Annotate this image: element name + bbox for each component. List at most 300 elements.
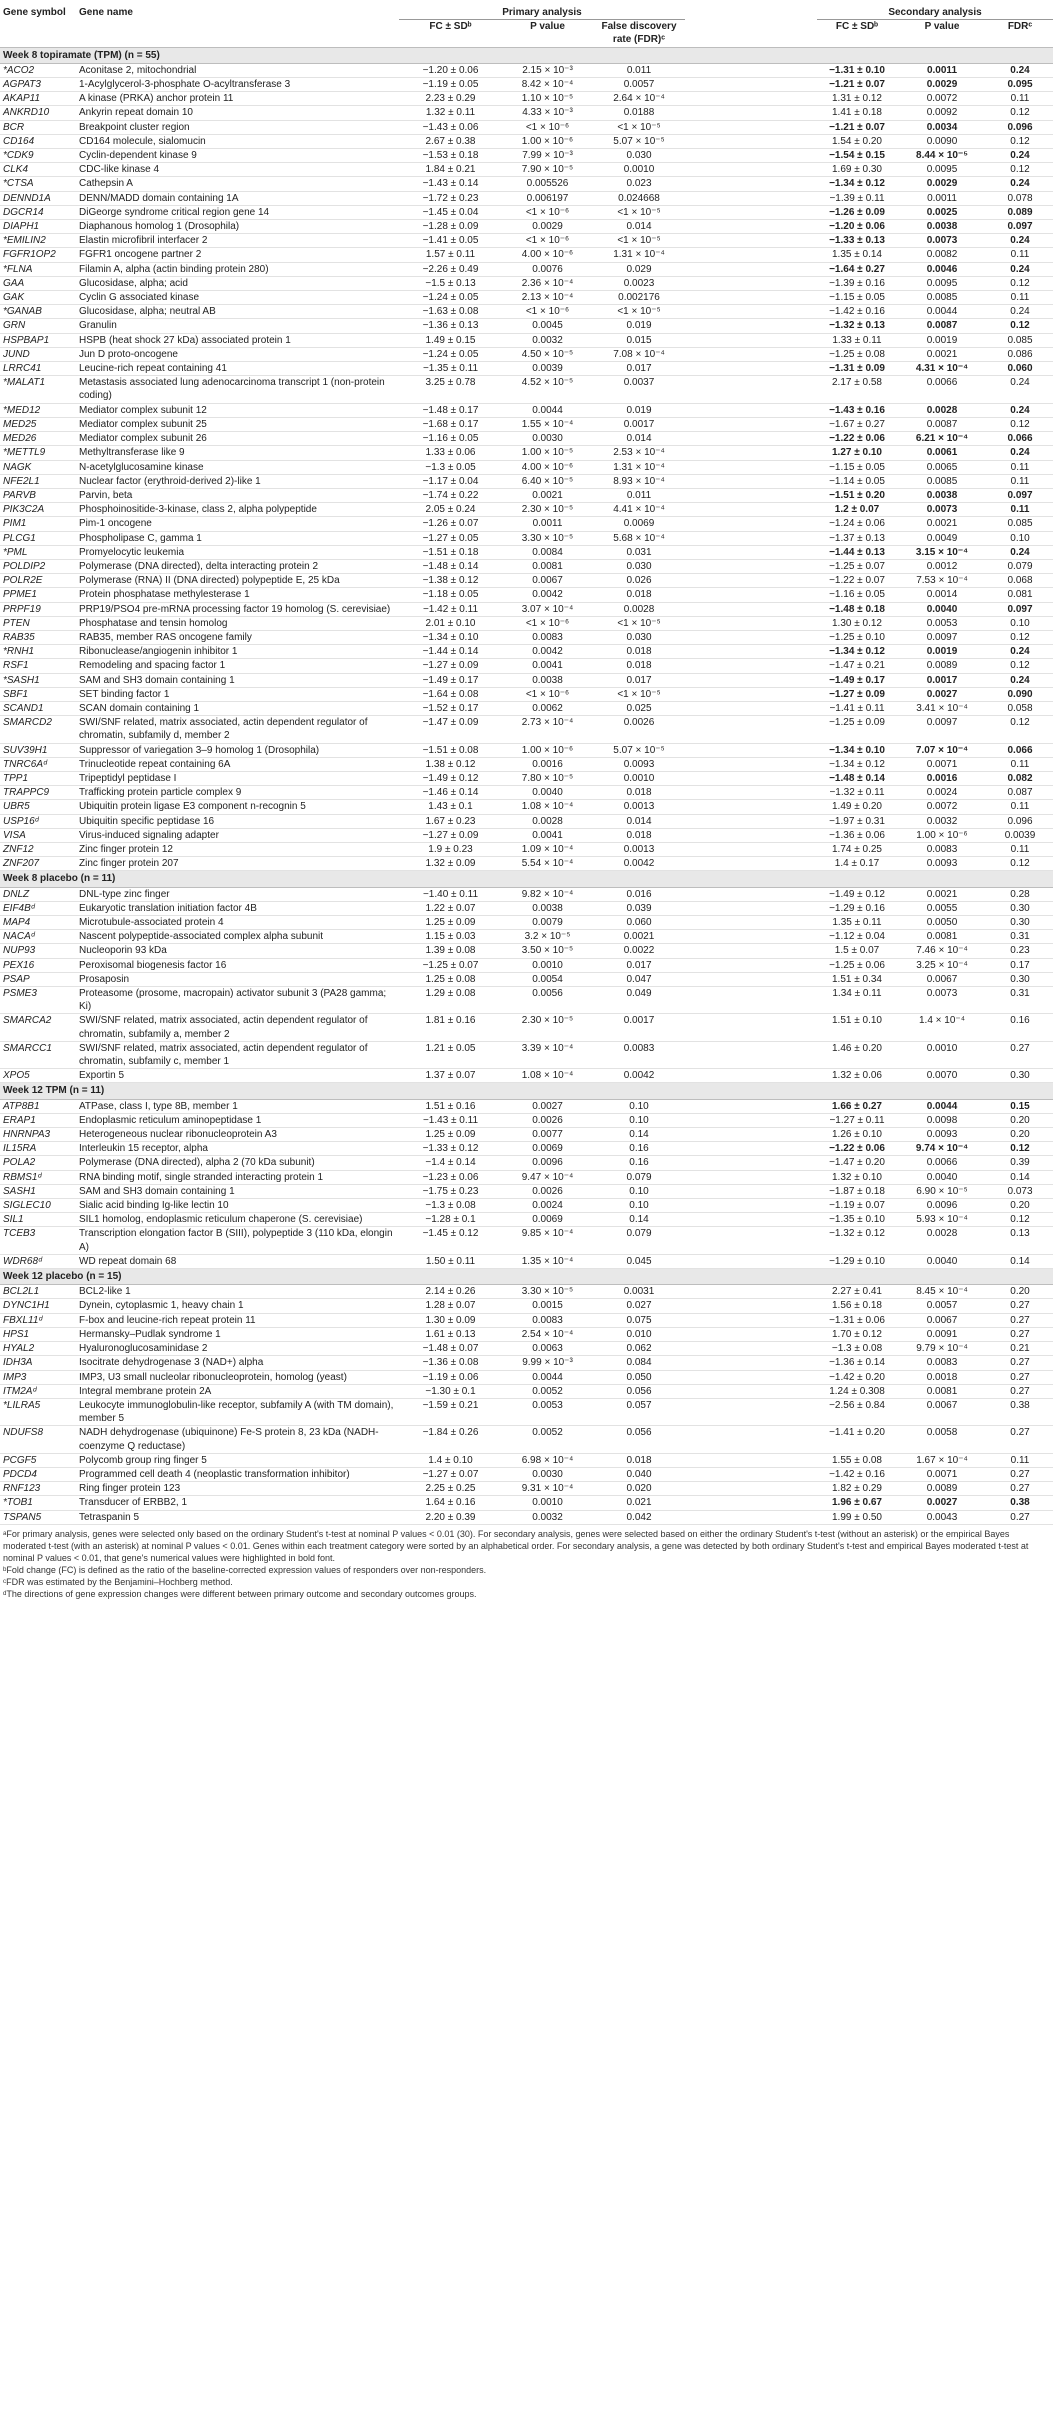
cell-secondary-fdr: 0.24 bbox=[987, 446, 1053, 460]
table-row bbox=[0, 1199, 1053, 1213]
cell-primary-fc: −1.19 ± 0.05 bbox=[399, 78, 502, 92]
cell-secondary-p: 0.0097 bbox=[897, 630, 987, 644]
cell-secondary-fdr: 0.11 bbox=[987, 1453, 1053, 1467]
cell-primary-fc: −1.27 ± 0.09 bbox=[399, 659, 502, 673]
cell-gene-symbol: FBXL11ᵈ bbox=[0, 1313, 76, 1327]
cell-primary-p: 3.39 × 10⁻⁴ bbox=[502, 1041, 593, 1068]
cell-primary-p: 0.0040 bbox=[502, 786, 593, 800]
cell-gene-name: SWI/SNF related, matrix associated, actin dependent regulator of chromatin, subfamily a, member 2 bbox=[76, 1014, 399, 1041]
cell-primary-fc: 2.14 ± 0.26 bbox=[399, 1285, 502, 1299]
spacer bbox=[685, 432, 817, 446]
cell-gene-name: RNA binding motif, single stranded interacting protein 1 bbox=[76, 1170, 399, 1184]
cell-secondary-fdr: 0.078 bbox=[987, 191, 1053, 205]
table-row bbox=[0, 1370, 1053, 1384]
cell-primary-fc: −1.68 ± 0.17 bbox=[399, 417, 502, 431]
cell-gene-name: Zinc finger protein 207 bbox=[76, 857, 399, 871]
cell-gene-symbol: *MALAT1 bbox=[0, 376, 76, 403]
cell-secondary-p: 0.0097 bbox=[897, 716, 987, 743]
cell-primary-fdr: 7.08 × 10⁻⁴ bbox=[593, 347, 685, 361]
spacer bbox=[685, 1069, 817, 1083]
header-gene-symbol: Gene symbol bbox=[3, 7, 66, 18]
cell-secondary-p: 0.0073 bbox=[897, 234, 987, 248]
cell-primary-fc: −1.45 ± 0.04 bbox=[399, 205, 502, 219]
cell-gene-symbol: MED26 bbox=[0, 432, 76, 446]
section-header bbox=[0, 1083, 1053, 1099]
cell-secondary-fc: 1.74 ± 0.25 bbox=[817, 842, 897, 856]
cell-primary-p: 0.0039 bbox=[502, 362, 593, 376]
cell-secondary-fdr: 0.11 bbox=[987, 503, 1053, 517]
cell-gene-name: Aconitase 2, mitochondrial bbox=[76, 63, 399, 77]
table-row bbox=[0, 1285, 1053, 1299]
cell-secondary-fc: 1.51 ± 0.10 bbox=[817, 1014, 897, 1041]
cell-gene-symbol: SMARCC1 bbox=[0, 1041, 76, 1068]
table-row bbox=[0, 262, 1053, 276]
cell-gene-name: Nucleoporin 93 kDa bbox=[76, 944, 399, 958]
cell-primary-p: 0.0052 bbox=[502, 1384, 593, 1398]
cell-secondary-fdr: 0.11 bbox=[987, 460, 1053, 474]
table-row bbox=[0, 887, 1053, 901]
cell-primary-fc: −1.84 ± 0.26 bbox=[399, 1426, 502, 1453]
table-row bbox=[0, 1384, 1053, 1398]
cell-primary-p: 0.0032 bbox=[502, 333, 593, 347]
cell-secondary-fc: −1.31 ± 0.10 bbox=[817, 63, 897, 77]
spacer bbox=[685, 191, 817, 205]
cell-gene-name: Ubiquitin specific peptidase 16 bbox=[76, 814, 399, 828]
cell-primary-p: 3.2 × 10⁻⁵ bbox=[502, 930, 593, 944]
table-row bbox=[0, 901, 1053, 915]
spacer bbox=[685, 757, 817, 771]
cell-primary-p: 0.0010 bbox=[502, 1496, 593, 1510]
spacer bbox=[685, 376, 817, 403]
cell-primary-p: 0.0011 bbox=[502, 517, 593, 531]
spacer bbox=[685, 488, 817, 502]
cell-primary-p: 1.09 × 10⁻⁴ bbox=[502, 842, 593, 856]
cell-gene-name: Hyaluronoglucosaminidase 2 bbox=[76, 1342, 399, 1356]
cell-primary-p: 6.98 × 10⁻⁴ bbox=[502, 1453, 593, 1467]
header-primary-analysis: Primary analysis bbox=[399, 4, 685, 20]
table-row bbox=[0, 333, 1053, 347]
table-row bbox=[0, 106, 1053, 120]
cell-primary-fc: −1.51 ± 0.18 bbox=[399, 545, 502, 559]
cell-gene-name: Interleukin 15 receptor, alpha bbox=[76, 1142, 399, 1156]
cell-primary-p: 0.0069 bbox=[502, 1213, 593, 1227]
cell-gene-name: Integral membrane protein 2A bbox=[76, 1384, 399, 1398]
spacer bbox=[685, 1113, 817, 1127]
cell-primary-fc: −1.41 ± 0.05 bbox=[399, 234, 502, 248]
cell-primary-p: 1.00 × 10⁻⁶ bbox=[502, 743, 593, 757]
cell-secondary-fc: −1.25 ± 0.10 bbox=[817, 630, 897, 644]
cell-secondary-p: 0.0040 bbox=[897, 602, 987, 616]
cell-secondary-fc: −1.49 ± 0.12 bbox=[817, 887, 897, 901]
cell-secondary-p: 0.0096 bbox=[897, 1199, 987, 1213]
header-secondary-analysis: Secondary analysis bbox=[817, 4, 1053, 20]
table-row bbox=[0, 1426, 1053, 1453]
header-secondary-fdr: FDRᶜ bbox=[1007, 21, 1033, 33]
cell-gene-symbol: RAB35 bbox=[0, 630, 76, 644]
cell-gene-symbol: NACAᵈ bbox=[0, 930, 76, 944]
cell-secondary-fc: −1.29 ± 0.10 bbox=[817, 1254, 897, 1268]
cell-gene-symbol: *TOB1 bbox=[0, 1496, 76, 1510]
cell-primary-fc: −1.47 ± 0.09 bbox=[399, 716, 502, 743]
spacer bbox=[685, 857, 817, 871]
cell-secondary-fdr: 0.11 bbox=[987, 474, 1053, 488]
section-title: Week 12 placebo (n = 15) bbox=[0, 1269, 1053, 1285]
cell-primary-fdr: 0.10 bbox=[593, 1099, 685, 1113]
cell-secondary-p: 0.0081 bbox=[897, 930, 987, 944]
cell-secondary-p: 0.0095 bbox=[897, 163, 987, 177]
cell-secondary-fdr: 0.082 bbox=[987, 771, 1053, 785]
cell-primary-fdr: 0.075 bbox=[593, 1313, 685, 1327]
cell-primary-fc: −1.49 ± 0.17 bbox=[399, 673, 502, 687]
cell-secondary-p: 0.0011 bbox=[897, 191, 987, 205]
table-row bbox=[0, 191, 1053, 205]
table-row bbox=[0, 1041, 1053, 1068]
cell-primary-p: 1.00 × 10⁻⁵ bbox=[502, 446, 593, 460]
cell-secondary-fdr: 0.20 bbox=[987, 1285, 1053, 1299]
cell-primary-p: 9.82 × 10⁻⁴ bbox=[502, 887, 593, 901]
cell-secondary-fdr: 0.27 bbox=[987, 1370, 1053, 1384]
cell-primary-fc: 1.64 ± 0.16 bbox=[399, 1496, 502, 1510]
cell-secondary-fdr: 0.0039 bbox=[987, 828, 1053, 842]
cell-secondary-fdr: 0.089 bbox=[987, 205, 1053, 219]
cell-gene-name: Phosphatase and tensin homolog bbox=[76, 616, 399, 630]
cell-primary-fdr: 0.018 bbox=[593, 828, 685, 842]
cell-primary-fdr: <1 × 10⁻⁵ bbox=[593, 234, 685, 248]
cell-gene-symbol: TCEB3 bbox=[0, 1227, 76, 1254]
table-row bbox=[0, 743, 1053, 757]
cell-secondary-p: 0.0073 bbox=[897, 503, 987, 517]
table-row bbox=[0, 545, 1053, 559]
cell-primary-fc: −1.35 ± 0.11 bbox=[399, 362, 502, 376]
cell-gene-symbol: GRN bbox=[0, 319, 76, 333]
cell-secondary-fdr: 0.24 bbox=[987, 305, 1053, 319]
table-row bbox=[0, 319, 1053, 333]
cell-gene-name: SAM and SH3 domain containing 1 bbox=[76, 673, 399, 687]
cell-primary-p: 3.30 × 10⁻⁵ bbox=[502, 531, 593, 545]
cell-secondary-fc: −1.34 ± 0.10 bbox=[817, 743, 897, 757]
cell-gene-name: Eukaryotic translation initiation factor 4B bbox=[76, 901, 399, 915]
cell-secondary-p: 0.0038 bbox=[897, 220, 987, 234]
cell-secondary-p: 0.0071 bbox=[897, 757, 987, 771]
cell-secondary-p: 0.0083 bbox=[897, 1356, 987, 1370]
cell-primary-fc: −1.49 ± 0.12 bbox=[399, 771, 502, 785]
cell-secondary-p: 9.79 × 10⁻⁴ bbox=[897, 1342, 987, 1356]
table-row bbox=[0, 1482, 1053, 1496]
cell-primary-fc: −1.36 ± 0.13 bbox=[399, 319, 502, 333]
table-row bbox=[0, 220, 1053, 234]
spacer bbox=[685, 1342, 817, 1356]
cell-gene-symbol: AKAP11 bbox=[0, 92, 76, 106]
cell-secondary-fc: −1.44 ± 0.13 bbox=[817, 545, 897, 559]
cell-primary-fc: −2.26 ± 0.49 bbox=[399, 262, 502, 276]
table-row bbox=[0, 588, 1053, 602]
cell-secondary-fc: −1.39 ± 0.11 bbox=[817, 191, 897, 205]
cell-primary-fdr: <1 × 10⁻⁵ bbox=[593, 687, 685, 701]
cell-gene-symbol: EIF4Bᵈ bbox=[0, 901, 76, 915]
cell-primary-fc: −1.27 ± 0.05 bbox=[399, 531, 502, 545]
cell-secondary-p: 0.0065 bbox=[897, 460, 987, 474]
cell-primary-fdr: 0.029 bbox=[593, 262, 685, 276]
spacer bbox=[685, 987, 817, 1014]
cell-secondary-p: 0.0029 bbox=[897, 177, 987, 191]
spacer bbox=[685, 1156, 817, 1170]
table-row bbox=[0, 1356, 1053, 1370]
cell-primary-fc: −1.3 ± 0.05 bbox=[399, 460, 502, 474]
cell-primary-fdr: 0.018 bbox=[593, 1453, 685, 1467]
cell-gene-name: Trinucleotide repeat containing 6A bbox=[76, 757, 399, 771]
cell-gene-name: F-box and leucine-rich repeat protein 11 bbox=[76, 1313, 399, 1327]
cell-primary-fdr: 0.056 bbox=[593, 1384, 685, 1398]
cell-primary-fdr: 0.019 bbox=[593, 403, 685, 417]
cell-secondary-p: 0.0058 bbox=[897, 1426, 987, 1453]
cell-primary-fdr: 0.0037 bbox=[593, 376, 685, 403]
cell-secondary-fdr: 0.24 bbox=[987, 234, 1053, 248]
spacer bbox=[685, 701, 817, 715]
cell-secondary-fc: −1.39 ± 0.16 bbox=[817, 276, 897, 290]
cell-secondary-fdr: 0.085 bbox=[987, 517, 1053, 531]
cell-secondary-fc: 1.51 ± 0.34 bbox=[817, 972, 897, 986]
cell-primary-fdr: 0.062 bbox=[593, 1342, 685, 1356]
table-row bbox=[0, 559, 1053, 573]
cell-secondary-p: 8.44 × 10⁻⁵ bbox=[897, 149, 987, 163]
cell-secondary-p: 0.0053 bbox=[897, 616, 987, 630]
cell-secondary-fc: −1.34 ± 0.12 bbox=[817, 757, 897, 771]
cell-gene-symbol: TPP1 bbox=[0, 771, 76, 785]
cell-secondary-fc: −1.12 ± 0.04 bbox=[817, 930, 897, 944]
cell-primary-fdr: 0.0010 bbox=[593, 163, 685, 177]
cell-secondary-fdr: 0.24 bbox=[987, 403, 1053, 417]
table-row bbox=[0, 659, 1053, 673]
cell-gene-symbol: SIGLEC10 bbox=[0, 1199, 76, 1213]
cell-primary-fc: −1.27 ± 0.07 bbox=[399, 1467, 502, 1481]
gene-table bbox=[0, 4, 1053, 1525]
cell-secondary-fdr: 0.12 bbox=[987, 134, 1053, 148]
cell-gene-name: Microtubule-associated protein 4 bbox=[76, 916, 399, 930]
spacer bbox=[685, 1227, 817, 1254]
table-row bbox=[0, 403, 1053, 417]
table-row bbox=[0, 574, 1053, 588]
cell-secondary-fc: 1.49 ± 0.20 bbox=[817, 800, 897, 814]
cell-secondary-fdr: 0.079 bbox=[987, 559, 1053, 573]
cell-primary-p: 3.07 × 10⁻⁴ bbox=[502, 602, 593, 616]
cell-primary-fdr: 0.056 bbox=[593, 1426, 685, 1453]
cell-secondary-fc: −1.14 ± 0.05 bbox=[817, 474, 897, 488]
cell-gene-symbol: JUND bbox=[0, 347, 76, 361]
cell-secondary-fc: −1.29 ± 0.16 bbox=[817, 901, 897, 915]
cell-secondary-fc: −1.51 ± 0.20 bbox=[817, 488, 897, 502]
cell-secondary-fc: −1.22 ± 0.06 bbox=[817, 432, 897, 446]
cell-primary-fc: −1.30 ± 0.1 bbox=[399, 1384, 502, 1398]
cell-primary-fc: 1.25 ± 0.08 bbox=[399, 972, 502, 986]
cell-secondary-p: 0.0040 bbox=[897, 1170, 987, 1184]
cell-gene-symbol: RNF123 bbox=[0, 1482, 76, 1496]
spacer bbox=[685, 1014, 817, 1041]
cell-primary-p: 0.0081 bbox=[502, 559, 593, 573]
table-row bbox=[0, 842, 1053, 856]
cell-secondary-fc: −1.20 ± 0.06 bbox=[817, 220, 897, 234]
cell-primary-fc: 1.25 ± 0.09 bbox=[399, 1128, 502, 1142]
cell-gene-name: Zinc finger protein 12 bbox=[76, 842, 399, 856]
cell-secondary-fdr: 0.27 bbox=[987, 1327, 1053, 1341]
spacer bbox=[685, 1184, 817, 1198]
spacer bbox=[685, 205, 817, 219]
cell-primary-p: 1.00 × 10⁻⁶ bbox=[502, 134, 593, 148]
cell-secondary-p: 0.0067 bbox=[897, 1398, 987, 1425]
cell-primary-p: 0.0062 bbox=[502, 701, 593, 715]
cell-secondary-fdr: 0.17 bbox=[987, 958, 1053, 972]
cell-secondary-fdr: 0.38 bbox=[987, 1398, 1053, 1425]
cell-primary-p: 0.0069 bbox=[502, 1142, 593, 1156]
cell-secondary-fc: −1.33 ± 0.13 bbox=[817, 234, 897, 248]
cell-gene-name: Endoplasmic reticulum aminopeptidase 1 bbox=[76, 1113, 399, 1127]
cell-primary-p: 0.0044 bbox=[502, 1370, 593, 1384]
cell-primary-fc: 1.15 ± 0.03 bbox=[399, 930, 502, 944]
cell-primary-p: 0.0041 bbox=[502, 659, 593, 673]
cell-secondary-p: 0.0090 bbox=[897, 134, 987, 148]
table-row bbox=[0, 1128, 1053, 1142]
table-row bbox=[0, 1299, 1053, 1313]
cell-primary-p: 0.0029 bbox=[502, 220, 593, 234]
cell-secondary-fdr: 0.073 bbox=[987, 1184, 1053, 1198]
cell-primary-fc: 1.84 ± 0.21 bbox=[399, 163, 502, 177]
cell-primary-fdr: 0.030 bbox=[593, 630, 685, 644]
cell-primary-p: 0.0026 bbox=[502, 1113, 593, 1127]
cell-primary-fdr: 0.0021 bbox=[593, 930, 685, 944]
cell-primary-fdr: 0.10 bbox=[593, 1199, 685, 1213]
cell-gene-symbol: RSF1 bbox=[0, 659, 76, 673]
table-header bbox=[0, 4, 1053, 47]
cell-primary-fdr: 0.019 bbox=[593, 319, 685, 333]
cell-primary-p: 2.36 × 10⁻⁴ bbox=[502, 276, 593, 290]
cell-secondary-fdr: 0.24 bbox=[987, 149, 1053, 163]
spacer bbox=[685, 842, 817, 856]
cell-primary-fdr: 0.14 bbox=[593, 1128, 685, 1142]
cell-primary-p: <1 × 10⁻⁶ bbox=[502, 120, 593, 134]
cell-secondary-p: 0.0082 bbox=[897, 248, 987, 262]
cell-primary-fdr: 0.027 bbox=[593, 1299, 685, 1313]
cell-secondary-fdr: 0.38 bbox=[987, 1496, 1053, 1510]
header-primary-fdr: False discovery rate (FDR)ᶜ bbox=[601, 21, 677, 46]
cell-gene-name: Leukocyte immunoglobulin-like receptor, subfamily A (with TM domain), member 5 bbox=[76, 1398, 399, 1425]
footnotes bbox=[0, 1525, 1053, 1600]
cell-primary-fc: −1.5 ± 0.13 bbox=[399, 276, 502, 290]
cell-secondary-fdr: 0.30 bbox=[987, 901, 1053, 915]
cell-primary-fdr: 0.050 bbox=[593, 1370, 685, 1384]
cell-secondary-fc: 1.35 ± 0.11 bbox=[817, 916, 897, 930]
cell-gene-symbol: DYNC1H1 bbox=[0, 1299, 76, 1313]
cell-gene-symbol: AGPAT3 bbox=[0, 78, 76, 92]
cell-gene-symbol: SMARCA2 bbox=[0, 1014, 76, 1041]
spacer bbox=[685, 1467, 817, 1481]
cell-secondary-fc: 1.24 ± 0.308 bbox=[817, 1384, 897, 1398]
spacer bbox=[685, 1199, 817, 1213]
table-row bbox=[0, 488, 1053, 502]
table-row bbox=[0, 177, 1053, 191]
cell-secondary-p: 0.0089 bbox=[897, 659, 987, 673]
cell-primary-fdr: 0.018 bbox=[593, 659, 685, 673]
cell-primary-fc: 1.32 ± 0.09 bbox=[399, 857, 502, 871]
spacer bbox=[685, 63, 817, 77]
cell-primary-fc: −1.38 ± 0.12 bbox=[399, 574, 502, 588]
spacer bbox=[685, 403, 817, 417]
cell-primary-fdr: 0.0188 bbox=[593, 106, 685, 120]
cell-secondary-fdr: 0.20 bbox=[987, 1113, 1053, 1127]
spacer bbox=[685, 1299, 817, 1313]
cell-secondary-fc: −1.35 ± 0.10 bbox=[817, 1213, 897, 1227]
cell-gene-name: Breakpoint cluster region bbox=[76, 120, 399, 134]
cell-primary-p: 0.0053 bbox=[502, 1398, 593, 1425]
table-row bbox=[0, 120, 1053, 134]
cell-secondary-fdr: 0.30 bbox=[987, 972, 1053, 986]
cell-gene-name: SWI/SNF related, matrix associated, actin dependent regulator of chromatin, subfamily c, member 1 bbox=[76, 1041, 399, 1068]
cell-secondary-fdr: 0.27 bbox=[987, 1467, 1053, 1481]
cell-primary-fc: −1.51 ± 0.08 bbox=[399, 743, 502, 757]
cell-primary-fc: −1.3 ± 0.08 bbox=[399, 1199, 502, 1213]
spacer bbox=[685, 916, 817, 930]
cell-secondary-fc: −1.37 ± 0.13 bbox=[817, 531, 897, 545]
table-row bbox=[0, 972, 1053, 986]
cell-primary-fdr: 0.049 bbox=[593, 987, 685, 1014]
cell-gene-name: A kinase (PRKA) anchor protein 11 bbox=[76, 92, 399, 106]
cell-primary-fc: 1.38 ± 0.12 bbox=[399, 757, 502, 771]
cell-primary-p: 4.50 × 10⁻⁵ bbox=[502, 347, 593, 361]
cell-primary-fc: −1.53 ± 0.18 bbox=[399, 149, 502, 163]
cell-secondary-fc: −2.56 ± 0.84 bbox=[817, 1398, 897, 1425]
spacer bbox=[685, 149, 817, 163]
cell-primary-p: 3.50 × 10⁻⁵ bbox=[502, 944, 593, 958]
cell-secondary-fdr: 0.24 bbox=[987, 545, 1053, 559]
cell-gene-symbol: TNRC6Aᵈ bbox=[0, 757, 76, 771]
cell-secondary-p: 0.0087 bbox=[897, 417, 987, 431]
cell-secondary-fc: −1.42 ± 0.20 bbox=[817, 1370, 897, 1384]
cell-secondary-p: 0.0066 bbox=[897, 376, 987, 403]
cell-secondary-fc: 1.31 ± 0.12 bbox=[817, 92, 897, 106]
cell-secondary-fdr: 0.096 bbox=[987, 814, 1053, 828]
table-row bbox=[0, 1496, 1053, 1510]
cell-primary-p: 0.0026 bbox=[502, 1184, 593, 1198]
cell-gene-symbol: PARVB bbox=[0, 488, 76, 502]
table-row bbox=[0, 1227, 1053, 1254]
cell-secondary-fdr: 0.27 bbox=[987, 1299, 1053, 1313]
cell-secondary-fdr: 0.31 bbox=[987, 930, 1053, 944]
spacer bbox=[685, 659, 817, 673]
header-gene-name: Gene name bbox=[79, 7, 133, 18]
cell-primary-p: 0.0045 bbox=[502, 319, 593, 333]
table-row bbox=[0, 517, 1053, 531]
cell-primary-fc: −1.48 ± 0.14 bbox=[399, 559, 502, 573]
spacer bbox=[685, 887, 817, 901]
table-row bbox=[0, 1014, 1053, 1041]
cell-primary-fdr: 0.018 bbox=[593, 588, 685, 602]
spacer bbox=[685, 1482, 817, 1496]
spacer bbox=[685, 1041, 817, 1068]
cell-gene-name: SIL1 homolog, endoplasmic reticulum chaperone (S. cerevisiae) bbox=[76, 1213, 399, 1227]
cell-primary-fc: 1.28 ± 0.07 bbox=[399, 1299, 502, 1313]
cell-primary-p: 5.54 × 10⁻⁴ bbox=[502, 857, 593, 871]
cell-primary-p: 0.0076 bbox=[502, 262, 593, 276]
cell-primary-fc: 1.37 ± 0.07 bbox=[399, 1069, 502, 1083]
cell-primary-fc: −1.4 ± 0.14 bbox=[399, 1156, 502, 1170]
cell-primary-fdr: 5.07 × 10⁻⁵ bbox=[593, 743, 685, 757]
cell-gene-symbol: *EMILIN2 bbox=[0, 234, 76, 248]
cell-primary-fc: 1.9 ± 0.23 bbox=[399, 842, 502, 856]
cell-gene-symbol: *GANAB bbox=[0, 305, 76, 319]
cell-gene-symbol: SIL1 bbox=[0, 1213, 76, 1227]
cell-gene-name: Heterogeneous nuclear ribonucleoprotein A3 bbox=[76, 1128, 399, 1142]
cell-gene-name: N-acetylglucosamine kinase bbox=[76, 460, 399, 474]
cell-secondary-fdr: 0.11 bbox=[987, 757, 1053, 771]
cell-gene-name: Exportin 5 bbox=[76, 1069, 399, 1083]
